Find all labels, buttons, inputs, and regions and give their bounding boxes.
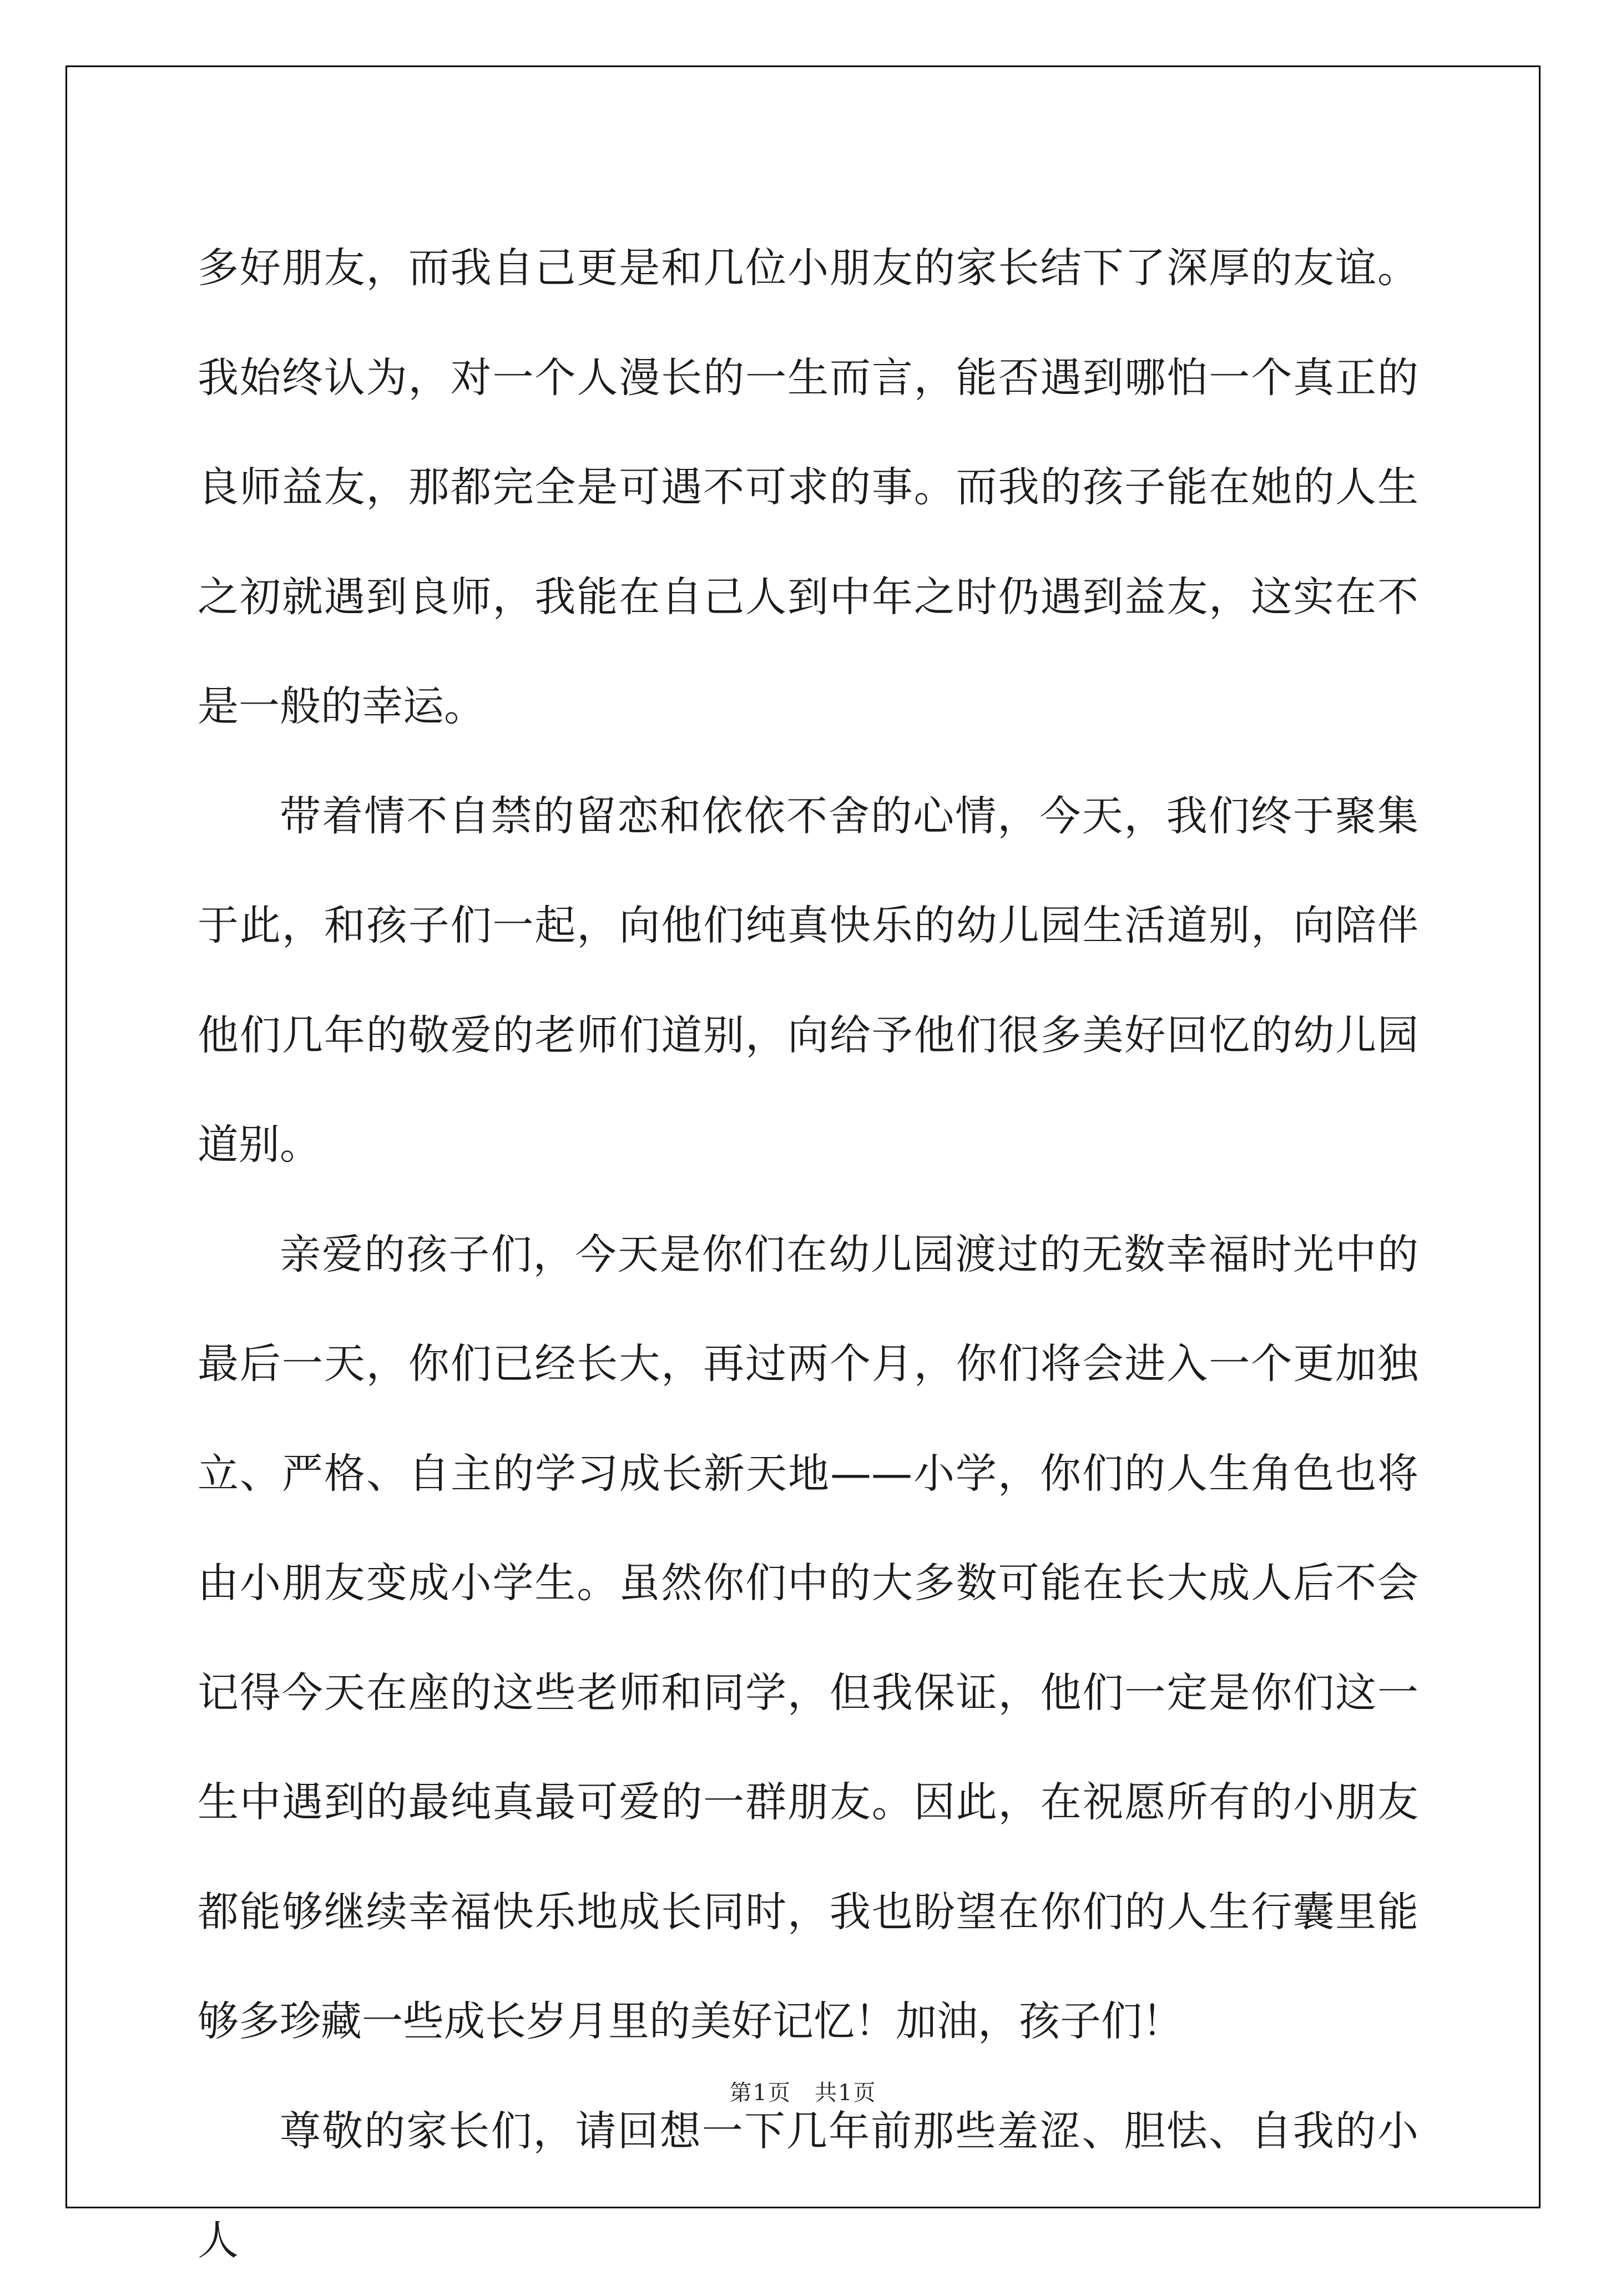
paragraph-4: 尊敬的家长们，请回想一下几年前那些羞涩、胆怯、自我的小人 [198,2107,1418,2264]
document-body [198,214,1418,2296]
page-number-footer: 第1页 共1页 [729,2080,877,2106]
paragraph-2: 带着情不自禁的留恋和依依不舍的心情，今天，我们终于聚集于此，和孩子们一起，向他们纯真快乐的幼儿园生活道别，向陪伴他们几年的敬爱的老师们道别，向给予他们很多美好回忆的幼儿园道别。 [198,792,1418,1169]
paragraph-1: 多好朋友，而我自己更是和几位小朋友的家长结下了深厚的友谊。我始终认为，对一个人漫长的一生而言，能否遇到哪怕一个真正的良师益友，那都完全是可遇不可求的事。而我的孩子能在她的人生之初就遇到良师，我能在自己人到中年之时仍遇到益友，这实在不是一般的幸运。 [198,244,1418,730]
paragraph-3: 亲爱的孩子们，今天是你们在幼儿园渡过的无数幸福时光中的最后一天，你们已经长大，再过两个月，你们将会进入一个更加独立、严格、自主的学习成长新天地——小学，你们的人生角色也将由小朋友变成小学生。虽然你们中的大多数可能在长大成人后不会记得今天在座的这些老师和同学，但我保证，他们一定是你们这一生中遇到的最纯真最可爱的一群朋友。因此，在祝愿所有的小朋友都能够继续幸福快乐地成长同时，我也盼望在你们的人生行囊里能够多珍藏一些成长岁月里的美好记忆！加油，孩子们！ [198,1230,1418,2045]
